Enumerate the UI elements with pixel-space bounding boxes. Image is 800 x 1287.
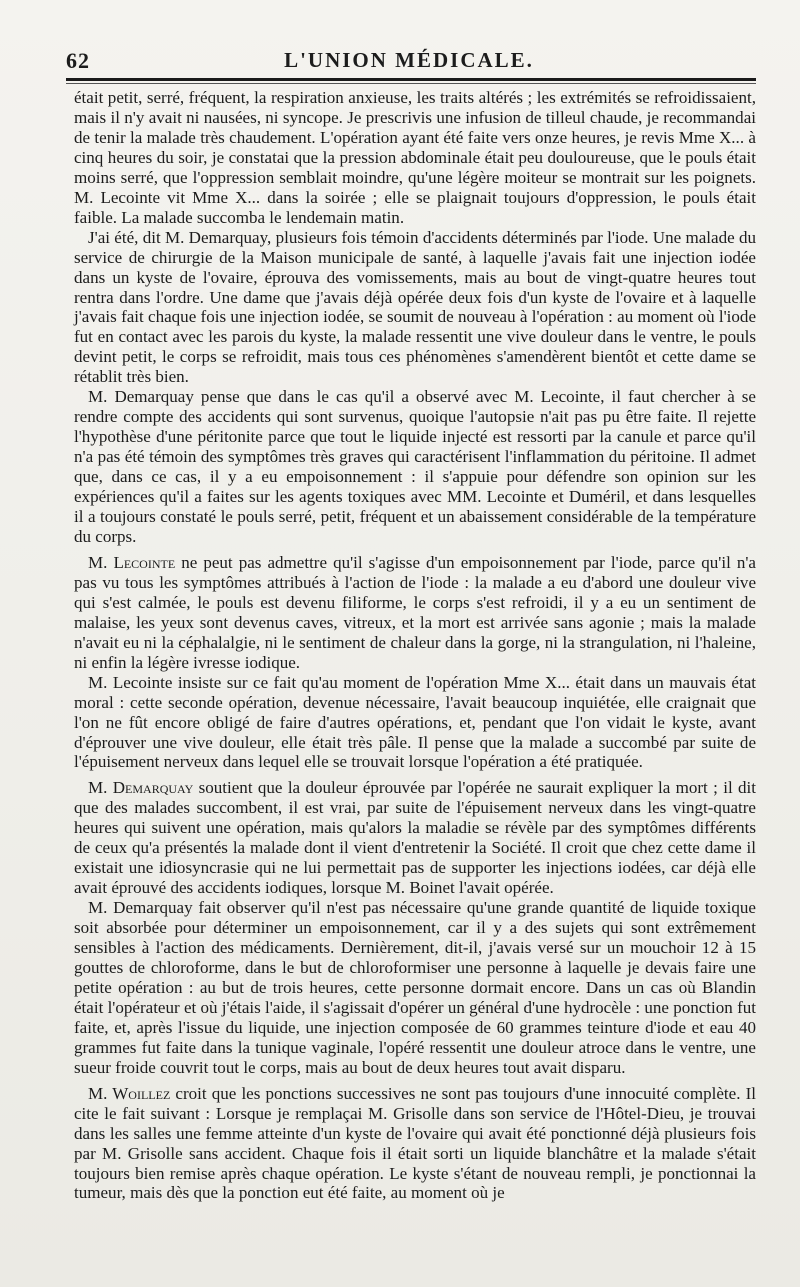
- paragraph: M. Demarquay pense que dans le cas qu'il a observé avec M. Lecointe, il faut chercher à se rendre compte des accidents qui sont survenus, quoique l'autopsie n'ait pas pu être faite. Il rejette l'hypothèse d'une péritonite parce que tout le liquide injecté est ressorti par la canule et parce qu'il n'a pas été témoin des symptômes très graves qui caractérisent l'inflammation du péritoine. Il admet que, dans ce cas, il y a eu empoisonnement : il s'appuie pour défendre son opinion sur les expériences qu'il a faites sur les agents toxiques avec MM. Lecointe et Duméril, et dans lesquelles il a toujours constaté le pouls serré, petit, fréquent et un abaissement considérable de la température du corps.: [74, 387, 756, 546]
- paragraph: M. Demarquay fait observer qu'il n'est pas nécessaire qu'une grande quantité de liquide toxique soit absorbée pour déterminer un empoisonnement, car il y a des sujets qui sont extrêmement sensibles à l'action des médicaments. Dernièrement, dit-il, j'avais versé sur un mouchoir 12 à 15 gouttes de chloroforme, dans le but de chloroformiser une personne à laquelle je devais faire une petite opération : au but de trois heures, cette personne dormait encore. Dans un cas où Blandin était l'opérateur et où j'étais l'aide, il s'agissait d'opérer un général d'une hydrocèle : une ponction fut faite, et, après l'issue du liquide, une injection composée de 60 grammes teinture d'iode et eau 40 grammes fut faite dans la tunique vaginale, l'opéré ressentit une douleur atroce dans le ventre, une sueur froide couvrit tout le corps, mais au bout de deux heures tout avait disparu.: [74, 898, 756, 1077]
- page-number: 62: [66, 48, 90, 73]
- paragraph-text: croit que les ponctions successives ne sont pas toujours d'une innocuité complète. Il cite le fait suivant : Lorsque je remplaçai M. Grisolle dans son service de l'Hôtel-Dieu, je trouvai dans les salles une femme atteinte d'un kyste de l'ovaire qui avait été ponctionné déjà plusieurs fois par M. Grisolle sans accident. Chaque fois il était sorti un liquide blanchâtre et la malade s'était toujours bien remise après chaque opération. Le kyste s'étant de nouveau rempli, je ponctionnai la tumeur, mais dès que la ponction eut été faite, au moment où je: [74, 1083, 756, 1203]
- paragraph: [74, 1084, 756, 1204]
- speaker-name: M. Lecointe: [88, 552, 176, 572]
- header-rule: [66, 78, 756, 81]
- paragraph: [74, 778, 756, 898]
- speaker-name: M. Woillez: [88, 1083, 171, 1103]
- paragraph: M. Lecointe insiste sur ce fait qu'au moment de l'opération Mme X... était dans un mauvais état moral : cette seconde opération, devenue nécessaire, l'avait beaucoup inquiétée, elle craignait que l'on ne fût encore obligé de faire d'autres opérations, et, pendant que l'on vidait le kyste, avant d'éprouver une vive douleur, elle était très pâle. Il pense que la malade a succombé par suite de l'épuisement nerveux dans lequel elle se trouvait lorsque l'opération a été pratiquée.: [74, 672, 756, 772]
- paragraph-text: ne peut pas admettre qu'il s'agisse d'un empoisonnement par l'iode, parce qu'il n'a pas vu tous les symptômes attribués à l'action de l'iode : la malade a eu d'abord une douleur vive qui s'est calmée, le pouls est devenu filiforme, le corps s'est refroidi, il y a eu un sentiment de malaise, les yeux sont devenus caves, vitreux, et la mort est arrivée sans agonie ; mais la malade n'avait eu ni la céphalalgie, ni le sentiment de chaleur dans la gorge, ni la strangulation, ni l'haleine, ni enfin la légère ivresse iodique.: [74, 552, 756, 672]
- header-rule-thin: [66, 83, 756, 84]
- paragraph: J'ai été, dit M. Demarquay, plusieurs fois témoin d'accidents déterminés par l'iode. Une malade du service de chirurgie de la Maison municipale de santé, à laquelle j'avais fait une injection iodée dans un kyste de l'ovaire, éprouva des vomissements, mais au bout de vingt-quatre heures tout rentra dans l'ordre. Une dame que j'avais déjà opérée deux fois d'un kyste de l'ovaire et à laquelle j'avais fait chaque fois une injection iodée, se soumit de nouveau à l'opération : au moment où l'iode fut en contact avec les parois du kyste, la malade ressentit une vive douleur dans le ventre, le pouls devint petit, le corps se refroidit, mais tous ces phénomènes s'amendèrent bientôt et cette dame se rétablit très bien.: [74, 227, 756, 387]
- paragraph: [74, 553, 756, 673]
- body-text: [74, 88, 756, 1203]
- speaker-name: M. Demarquay: [88, 778, 194, 798]
- running-title: L'UNION MÉDICALE.: [284, 48, 534, 72]
- paragraph: était petit, serré, fréquent, la respiration anxieuse, les traits altérés ; les extrémités se refroidissaient, mais il n'y avait ni nausées, ni syncope. Je prescrivis une infusion de tilleul chaude, je recommandai de tenir la malade très chaudement. L'opération ayant été faite vers onze heures, je revis Mme X... à cinq heures du soir, je constatai que la pression abdominale était peu douloureuse, que le pouls était moins serré, que l'oppression semblait moindre, qu'une légère moiteur se montrait sur les poignets. M. Lecointe vit Mme X... dans la soirée ; elle se plaignait toujours d'oppression, le pouls était faible. La malade succomba le lendemain matin.: [74, 88, 756, 227]
- page-header: [66, 44, 752, 74]
- paragraph-text: soutient que la douleur éprouvée par l'opérée ne saurait expliquer la mort ; il dit que des malades succombent, il est vrai, par suite de l'épuisement nerveux dans les vingt-quatre heures qui suivent une opération, mais qu'alors la maladie se révèle par des symptômes différents de ceux qu'a présentés la malade dont il vient d'entretenir la Société. Il croit que chez cette dame il existait une idiosyncrasie qui ne lui permettait pas de supporter les injections iodées, car déjà elle avait éprouvé des accidents iodiques, lorsque M. Boinet l'avait opérée.: [74, 778, 756, 898]
